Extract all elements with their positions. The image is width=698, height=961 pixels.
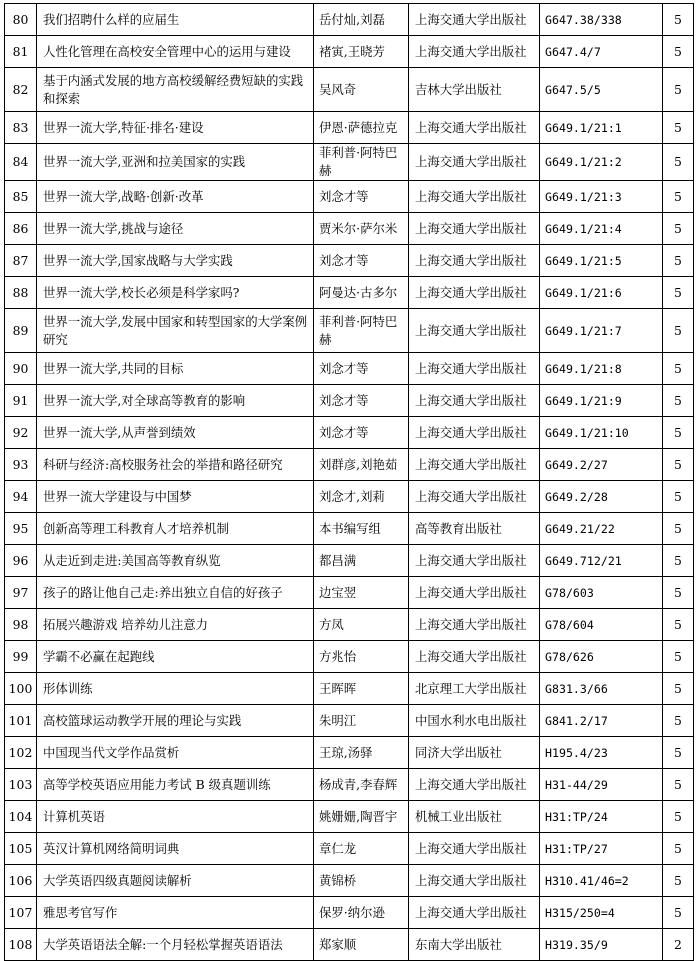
- row-number: 103: [5, 769, 37, 801]
- copy-count: 5: [663, 705, 694, 737]
- book-title: 创新高等理工科教育人才培养机制: [37, 513, 314, 545]
- copy-count: 5: [663, 277, 694, 309]
- book-title: 世界一流大学,战略·创新·改革: [37, 181, 314, 213]
- book-publisher: 东南大学出版社: [409, 929, 540, 961]
- book-author: 都昌满: [314, 545, 409, 577]
- row-number: 87: [5, 245, 37, 277]
- book-publisher: 北京理工大学出版社: [409, 673, 540, 705]
- book-title: 世界一流大学,校长必须是科学家吗?: [37, 277, 314, 309]
- row-number: 99: [5, 641, 37, 673]
- table-row: [5, 245, 694, 277]
- copy-count: 5: [663, 245, 694, 277]
- book-publisher: 吉林大学出版社: [409, 68, 540, 112]
- book-title: 高校篮球运动教学开展的理论与实践: [37, 705, 314, 737]
- book-publisher: 高等教育出版社: [409, 513, 540, 545]
- book-author: 刘念才等: [314, 245, 409, 277]
- book-title: 世界一流大学,发展中国家和转型国家的大学案例研究: [37, 309, 314, 353]
- book-title: 世界一流大学,国家战略与大学实践: [37, 245, 314, 277]
- table-row: [5, 481, 694, 513]
- row-number: 86: [5, 213, 37, 245]
- table-row: [5, 181, 694, 213]
- table-row: [5, 641, 694, 673]
- table-row: [5, 673, 694, 705]
- call-number: H31:TP/24: [540, 801, 663, 833]
- copy-count: 5: [663, 68, 694, 112]
- copy-count: 5: [663, 609, 694, 641]
- call-number: H310.41/46=2: [540, 865, 663, 897]
- call-number: G647.4/7: [540, 36, 663, 68]
- copy-count: 5: [663, 769, 694, 801]
- copy-count: 5: [663, 144, 694, 181]
- row-number: 94: [5, 481, 37, 513]
- book-author: 黄锦桥: [314, 865, 409, 897]
- call-number: G647.5/5: [540, 68, 663, 112]
- row-number: 102: [5, 737, 37, 769]
- book-publisher: 上海交通大学出版社: [409, 181, 540, 213]
- copy-count: 5: [663, 213, 694, 245]
- book-title: 雅思考官写作: [37, 897, 314, 929]
- book-title: 人性化管理在高校安全管理中心的运用与建设: [37, 36, 314, 68]
- table-row: [5, 737, 694, 769]
- table-row: [5, 513, 694, 545]
- table-row: [5, 833, 694, 865]
- call-number: G649.1/21:7: [540, 309, 663, 353]
- book-author: 杨成青,李春辉: [314, 769, 409, 801]
- book-publisher: 上海交通大学出版社: [409, 353, 540, 385]
- row-number: 100: [5, 673, 37, 705]
- book-publisher: 上海交通大学出版社: [409, 833, 540, 865]
- copy-count: 5: [663, 481, 694, 513]
- book-title: 从走近到走进:美国高等教育纵览: [37, 545, 314, 577]
- call-number: G649.1/21:8: [540, 353, 663, 385]
- table-row: [5, 213, 694, 245]
- copy-count: 5: [663, 577, 694, 609]
- book-author: 菲利普·阿特巴赫: [314, 144, 409, 181]
- book-author: 吴风奇: [314, 68, 409, 112]
- table-row: [5, 353, 694, 385]
- row-number: 85: [5, 181, 37, 213]
- call-number: H195.4/23: [540, 737, 663, 769]
- call-number: G78/603: [540, 577, 663, 609]
- book-title: 世界一流大学,挑战与途径: [37, 213, 314, 245]
- book-title: 世界一流大学,对全球高等教育的影响: [37, 385, 314, 417]
- row-number: 105: [5, 833, 37, 865]
- row-number: 82: [5, 68, 37, 112]
- book-title: 世界一流大学,特征·排名·建设: [37, 112, 314, 144]
- book-publisher: 上海交通大学出版社: [409, 277, 540, 309]
- book-title: 高等学校英语应用能力考试 B 级真题训练: [37, 769, 314, 801]
- call-number: G649.1/21:9: [540, 385, 663, 417]
- row-number: 93: [5, 449, 37, 481]
- table-row: [5, 68, 694, 112]
- table-row: [5, 609, 694, 641]
- call-number: H319.35/9: [540, 929, 663, 961]
- book-title: 大学英语语法全解:一个月轻松掌握英语语法: [37, 929, 314, 961]
- copy-count: 5: [663, 801, 694, 833]
- book-author: 方兆怡: [314, 641, 409, 673]
- call-number: G78/604: [540, 609, 663, 641]
- copy-count: 5: [663, 833, 694, 865]
- book-publisher: 上海交通大学出版社: [409, 417, 540, 449]
- book-author: 菲利普·阿特巴赫: [314, 309, 409, 353]
- book-author: 本书编写组: [314, 513, 409, 545]
- call-number: G649.1/21:1: [540, 112, 663, 144]
- book-author: 章仁龙: [314, 833, 409, 865]
- row-number: 90: [5, 353, 37, 385]
- book-title: 形体训练: [37, 673, 314, 705]
- copy-count: 5: [663, 353, 694, 385]
- call-number: G649.21/22: [540, 513, 663, 545]
- book-publisher: 上海交通大学出版社: [409, 112, 540, 144]
- book-author: 刘念才等: [314, 181, 409, 213]
- call-number: G831.3/66: [540, 673, 663, 705]
- book-publisher: 上海交通大学出版社: [409, 309, 540, 353]
- book-publisher: 上海交通大学出版社: [409, 4, 540, 36]
- book-author: 保罗·纳尔逊: [314, 897, 409, 929]
- copy-count: 5: [663, 545, 694, 577]
- book-title: 世界一流大学,共同的目标: [37, 353, 314, 385]
- book-title: 英汉计算机网络简明词典: [37, 833, 314, 865]
- table-row: [5, 545, 694, 577]
- book-author: 边宝翌: [314, 577, 409, 609]
- book-publisher: 同济大学出版社: [409, 737, 540, 769]
- book-title: 大学英语四级真题阅读解析: [37, 865, 314, 897]
- book-title: 学霸不必赢在起跑线: [37, 641, 314, 673]
- call-number: G78/626: [540, 641, 663, 673]
- book-title: 计算机英语: [37, 801, 314, 833]
- book-publisher: 上海交通大学出版社: [409, 245, 540, 277]
- book-author: 朱明江: [314, 705, 409, 737]
- book-publisher: 中国水利水电出版社: [409, 705, 540, 737]
- row-number: 104: [5, 801, 37, 833]
- table-row: [5, 769, 694, 801]
- row-number: 101: [5, 705, 37, 737]
- row-number: 106: [5, 865, 37, 897]
- table-row: [5, 36, 694, 68]
- call-number: H31-44/29: [540, 769, 663, 801]
- book-publisher: 上海交通大学出版社: [409, 36, 540, 68]
- row-number: 107: [5, 897, 37, 929]
- book-publisher: 机械工业出版社: [409, 801, 540, 833]
- book-title: 世界一流大学,从声誉到绩效: [37, 417, 314, 449]
- copy-count: 5: [663, 897, 694, 929]
- call-number: G649.2/28: [540, 481, 663, 513]
- table-row: [5, 449, 694, 481]
- table-row: [5, 865, 694, 897]
- table-row: [5, 144, 694, 181]
- copy-count: 5: [663, 737, 694, 769]
- row-number: 95: [5, 513, 37, 545]
- book-publisher: 上海交通大学出版社: [409, 577, 540, 609]
- call-number: G647.38/338: [540, 4, 663, 36]
- row-number: 83: [5, 112, 37, 144]
- copy-count: 5: [663, 673, 694, 705]
- copy-count: 5: [663, 417, 694, 449]
- copy-count: 2: [663, 929, 694, 961]
- copy-count: 5: [663, 385, 694, 417]
- row-number: 108: [5, 929, 37, 961]
- row-number: 98: [5, 609, 37, 641]
- book-author: 王琼,汤驿: [314, 737, 409, 769]
- copy-count: 5: [663, 513, 694, 545]
- book-publisher: 上海交通大学出版社: [409, 449, 540, 481]
- book-author: 贾米尔·萨尔米: [314, 213, 409, 245]
- row-number: 96: [5, 545, 37, 577]
- call-number: G649.1/21:2: [540, 144, 663, 181]
- book-publisher: 上海交通大学出版社: [409, 545, 540, 577]
- book-publisher: 上海交通大学出版社: [409, 641, 540, 673]
- book-title: 孩子的路让他自己走:养出独立自信的好孩子: [37, 577, 314, 609]
- book-title: 世界一流大学建设与中国梦: [37, 481, 314, 513]
- call-number: G649.1/21:3: [540, 181, 663, 213]
- book-publisher: 上海交通大学出版社: [409, 865, 540, 897]
- book-list-table: [4, 3, 694, 961]
- copy-count: 5: [663, 865, 694, 897]
- book-author: 刘念才等: [314, 353, 409, 385]
- book-author: 刘念才,刘莉: [314, 481, 409, 513]
- table-row: [5, 277, 694, 309]
- copy-count: 5: [663, 36, 694, 68]
- copy-count: 5: [663, 641, 694, 673]
- book-author: 岳付灿,刘磊: [314, 4, 409, 36]
- call-number: G649.1/21:10: [540, 417, 663, 449]
- call-number: G649.712/21: [540, 545, 663, 577]
- row-number: 88: [5, 277, 37, 309]
- row-number: 91: [5, 385, 37, 417]
- row-number: 89: [5, 309, 37, 353]
- book-author: 阿曼达·古多尔: [314, 277, 409, 309]
- table-row: [5, 929, 694, 961]
- call-number: G649.2/27: [540, 449, 663, 481]
- book-publisher: 上海交通大学出版社: [409, 609, 540, 641]
- book-title: 拓展兴趣游戏 培养幼儿注意力: [37, 609, 314, 641]
- table-row: [5, 385, 694, 417]
- row-number: 81: [5, 36, 37, 68]
- book-publisher: 上海交通大学出版社: [409, 385, 540, 417]
- copy-count: 5: [663, 181, 694, 213]
- table-row: [5, 4, 694, 36]
- row-number: 80: [5, 4, 37, 36]
- book-author: 褚寅,王晓芳: [314, 36, 409, 68]
- copy-count: 5: [663, 4, 694, 36]
- table-row: [5, 417, 694, 449]
- book-title: 基于内涵式发展的地方高校缓解经费短缺的实践和探索: [37, 68, 314, 112]
- book-publisher: 上海交通大学出版社: [409, 897, 540, 929]
- book-title: 科研与经济:高校服务社会的举措和路径研究: [37, 449, 314, 481]
- book-author: 郑家顺: [314, 929, 409, 961]
- copy-count: 5: [663, 449, 694, 481]
- table-row: [5, 112, 694, 144]
- call-number: G649.1/21:6: [540, 277, 663, 309]
- book-title: 中国现当代文学作品赏析: [37, 737, 314, 769]
- book-publisher: 上海交通大学出版社: [409, 481, 540, 513]
- table-row: [5, 577, 694, 609]
- table-row: [5, 801, 694, 833]
- table-row: [5, 897, 694, 929]
- book-author: 刘群彦,刘艳茹: [314, 449, 409, 481]
- book-publisher: 上海交通大学出版社: [409, 144, 540, 181]
- call-number: G649.1/21:4: [540, 213, 663, 245]
- call-number: H31:TP/27: [540, 833, 663, 865]
- book-publisher: 上海交通大学出版社: [409, 769, 540, 801]
- book-title: 世界一流大学,亚洲和拉美国家的实践: [37, 144, 314, 181]
- table-row: [5, 309, 694, 353]
- copy-count: 5: [663, 309, 694, 353]
- call-number: G649.1/21:5: [540, 245, 663, 277]
- row-number: 92: [5, 417, 37, 449]
- book-author: 刘念才等: [314, 417, 409, 449]
- book-author: 伊恩·萨德拉克: [314, 112, 409, 144]
- table-body: [5, 4, 694, 961]
- book-author: 方凤: [314, 609, 409, 641]
- row-number: 97: [5, 577, 37, 609]
- book-title: 我们招聘什么样的应届生: [37, 4, 314, 36]
- call-number: H315/250=4: [540, 897, 663, 929]
- row-number: 84: [5, 144, 37, 181]
- book-publisher: 上海交通大学出版社: [409, 213, 540, 245]
- call-number: G841.2/17: [540, 705, 663, 737]
- book-author: 刘念才等: [314, 385, 409, 417]
- book-author: 王晖晖: [314, 673, 409, 705]
- book-author: 姚姗姗,陶晋宇: [314, 801, 409, 833]
- copy-count: 5: [663, 112, 694, 144]
- table-row: [5, 705, 694, 737]
